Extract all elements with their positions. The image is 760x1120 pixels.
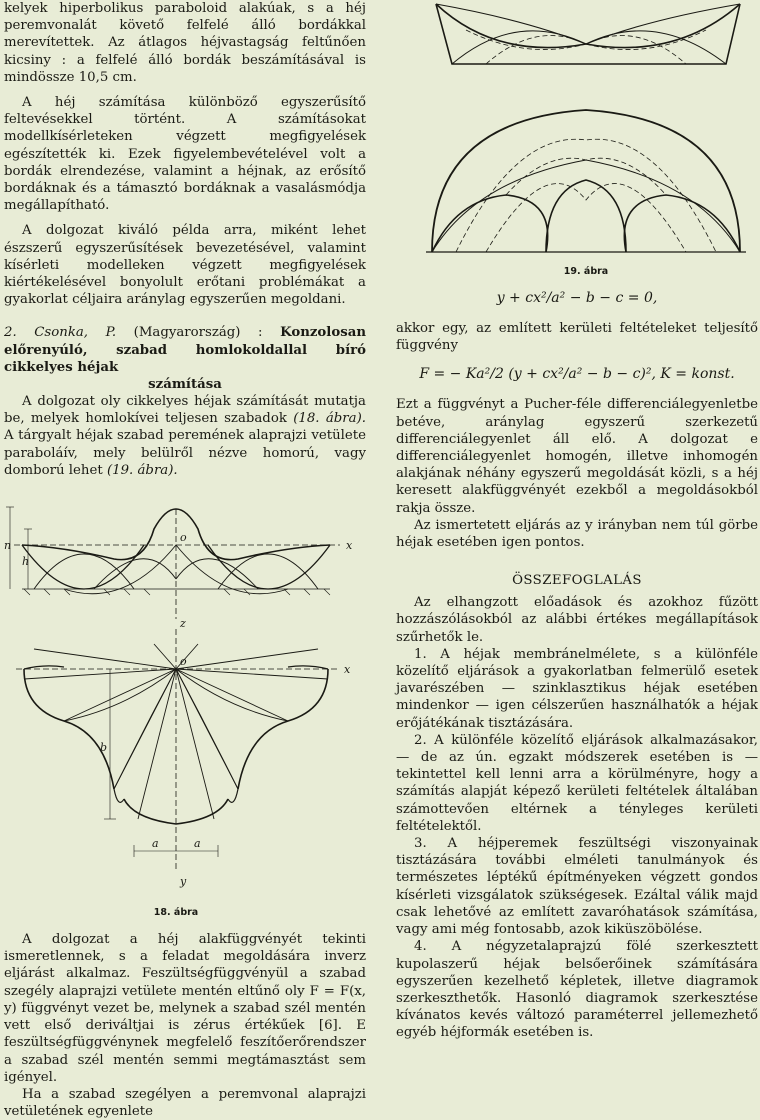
paragraph <box>4 393 366 479</box>
figure-18 <box>4 489 366 919</box>
axis-label-y: y <box>180 875 187 889</box>
origin-label-plan: o <box>180 655 187 669</box>
dimension-h-label: h <box>22 555 30 569</box>
dimension-a-label: a <box>152 837 159 851</box>
figure-reference: (19. ábra). <box>106 462 178 478</box>
dimension-b-label: b <box>100 741 108 755</box>
equation-text: F = − Ka²/2 (y + cx²/a² − b − c)², K = konst. <box>419 366 735 383</box>
section-title: Konzolosan előrenyúló, szabad homlokoldallal bíró cikkelyes héjak <box>4 325 366 375</box>
paragraph: Ha a szabad szegélyen a peremvonal alaprajzi vetületének egyenlete <box>4 1086 366 1120</box>
axis-label-x: x <box>346 539 353 553</box>
paragraph: Az elhangzott előadások és azokhoz fűzött hozzászólásokból az alábbi értékes megállapítások szűrhetők le. <box>396 595 758 645</box>
section-heading <box>4 324 366 376</box>
dimension-n-label: n <box>4 539 12 553</box>
text-run: A dolgozat oly cikkelyes héjak számítását mutatja be, melyek homlokívei teljesen szabadok <box>4 394 366 427</box>
paragraph: akkor egy, az említett kerületi feltételeket teljesítő függvény <box>396 321 758 354</box>
section-title-end: számítása <box>148 377 222 393</box>
figure-caption: 18. ábra <box>153 907 199 919</box>
equation-text: y + cx²/a² − b − c = 0, <box>496 290 658 306</box>
paragraph: A dolgozat kiváló példa arra, miként lehet észszerű egyszerűsítések bevezetésével, valamint kísérleti modelleken végzett megfigyelések kiértékelésével bonyolult erőtani problémákat a gyakorlat céljaira aránylag egyszerűen megoldani. <box>4 223 366 308</box>
paragraph: A héj számítása különböző egyszerűsítő feltevésekkel történt. A számításokat modellkísérleteken végzett megfigyelések egészítették ki. Ezek figyelembevételével volt a bordák elrendezése, valamint a héjnak, az erősítő bordáknak és a támasztó bordáknak a vasalásmódja megállapítható. <box>4 95 366 214</box>
list-item: 2. A különféle közelítő eljárások alkalmazásakor, — de az ún. egzakt módszerek esetében is — tekintettel kell lenni arra a körülményre, hogy a számítás alapját képező kerületi feltételek általában számottevően eltérnek a tényleges kerületi feltételektől. <box>396 732 758 834</box>
section-author: Csonka, P. <box>34 325 117 341</box>
figure-19 <box>396 0 758 280</box>
paragraph: Ezt a függvényt a Pucher-féle differenciálegyenletbe betéve, aránylag egyszerű szerkezetű differenciálegyenlet áll elő. A dolgozat e differenciálegyenlet homogén, illetve inhomogén alakjának néhány egyszerű megoldását közli, s a héj keresett alakfüggvényét ezekből a megoldásokból rakja össze. <box>396 397 758 516</box>
figure-reference: (18. ábra). <box>293 411 366 427</box>
left-column <box>4 0 366 1120</box>
axis-label-z: z <box>180 617 186 631</box>
summary-heading: ÖSSZEFOGLALÁS <box>512 573 642 589</box>
origin-label: o <box>180 531 187 545</box>
paragraph: Az ismertetett eljárás az y irányban nem túl görbe héjak esetében igen pontos. <box>396 517 758 551</box>
list-item: 1. A héjak membránelmélete, s a különféle közelítő eljárások a gyakorlatban felmerülő esetek javarészében — szinklasztikus héjak esetében mindenkor — igen célszerűen használhatók a héjak erőjátékának tisztázására. <box>396 646 758 731</box>
section-country: (Magyarország) : <box>133 325 263 341</box>
list-item: 4. A négyzetalaprajzú fölé szerkesztett kupolaszerű héjak belsőerőinek számítására egyszerűen kezelhető képletek, illetve diagramok szerkeszthetők. Hasonló diagramok szerkesztése kívánatos kevés változó paraméterrel jellemezhető egyéb héjformák esetében is. <box>396 939 758 1041</box>
axis-label-x-plan: x <box>344 663 351 677</box>
section-number: 2. <box>4 325 17 341</box>
figure-caption: 19. ábra <box>563 266 609 277</box>
paragraph: kelyek hiperbolikus paraboloid alakúak, s a héj peremvonalát követő felfelé álló bordákkal merevítettek. Az átlagos héjvastagság feltűnően kicsiny : a felfelé álló bordák beszámításával is mindössze 10,5 cm. <box>4 1 366 85</box>
dimension-a-label: a <box>194 837 201 851</box>
text-run: A tárgyalt héjak szabad peremének alaprajzi vetülete paraboláív, mely belülről nézve homorú, vagy domború lehet <box>4 428 366 478</box>
list-item: 3. A héjperemek feszültségi viszonyainak tisztázására további elméleti tanulmányok és természetes léptékű építményeken végzett gondos kísérleti vizsgálatok szükségesek. Ezáltal válik majd csak lehetővé az említett zavaróhatások számítása, vagy ami még fontosabb, azok kiküszöbölése. <box>396 836 758 938</box>
equation-2 <box>396 366 758 382</box>
right-column <box>396 0 758 1042</box>
equation-1 <box>396 290 758 306</box>
paragraph: A dolgozat a héj alakfüggvényét tekinti ismeretlennek, s a feladat megoldására inverz eljárást alkalmaz. Feszültségfüggvényül a szabad szegély alaprajzi vetülete mentén eltűnő oly F = F(x, y) függvényt vezet be, melynek a szabad szél mentén vett első deriváltjai is zérus értékűek [6]. E feszültségfüggvénynek megfelelő feszítőerőrendszer a szabad szél mentén semmi megtámasztást sem igényel. <box>4 932 366 1085</box>
